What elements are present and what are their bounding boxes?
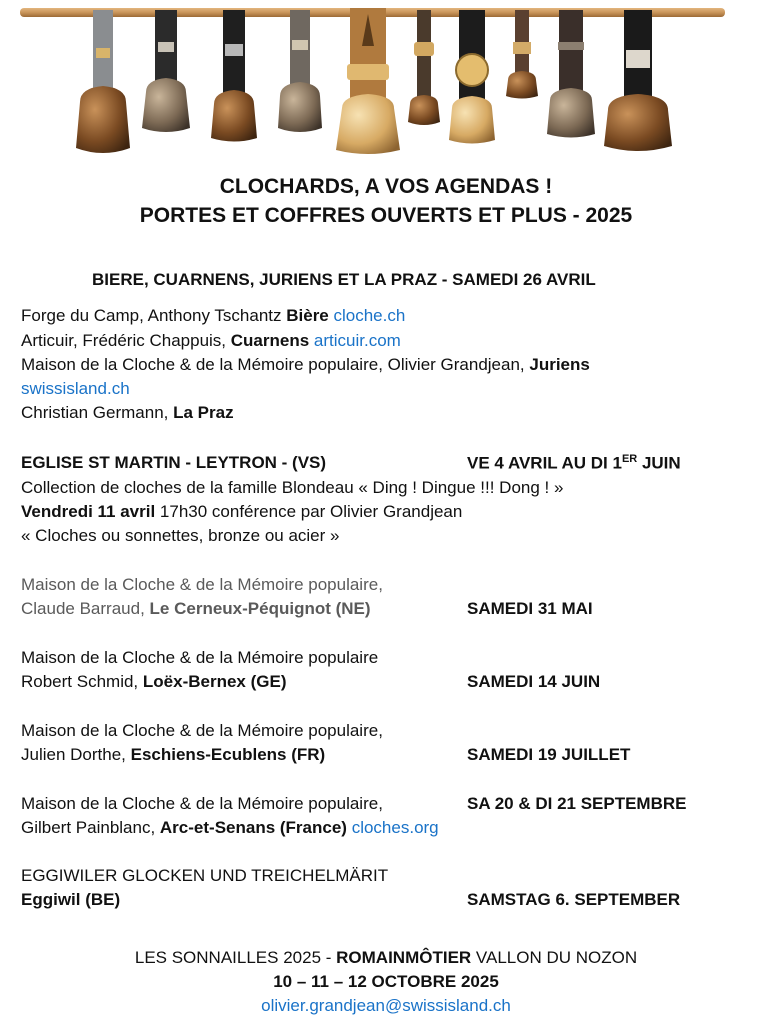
bell-2: [142, 10, 190, 132]
section7-date: SAMSTAG 6. SEPTEMBER: [467, 890, 681, 909]
section1-heading: BIERE, CUARNENS, JURIENS ET LA PRAZ - SAMEDI 26 AVRIL: [92, 270, 596, 289]
section4-line1: Maison de la Cloche & de la Mémoire populaire: [21, 648, 379, 667]
section3-line2: Claude Barraud, Le Cerneux-Péquignot (NE): [21, 599, 371, 618]
bell-1: [76, 10, 130, 153]
section3-line1: Maison de la Cloche & de la Mémoire populaire,: [21, 575, 383, 594]
section2-date: VE 4 AVRIL AU DI 1ER JUIN: [467, 453, 681, 473]
section2-line3: « Cloches ou sonnettes, bronze ou acier »: [21, 526, 340, 545]
bell-7: [449, 10, 495, 144]
section6-line2: Gilbert Painblanc, Arc-et-Senans (France) cloches.org: [21, 818, 439, 837]
section2-heading: EGLISE ST MARTIN - LEYTRON - (VS): [21, 453, 327, 472]
bell-8: [506, 10, 538, 99]
section4-line2: Robert Schmid, Loëx-Bernex (GE): [21, 672, 287, 691]
section1-line3: Maison de la Cloche & de la Mémoire populaire, Olivier Grandjean, Juriens: [21, 355, 590, 374]
page-title-line1: CLOCHARDS, A VOS AGENDAS !: [219, 175, 553, 198]
section5-date: SAMEDI 19 JUILLET: [467, 745, 631, 764]
section1-line2: Articuir, Frédéric Chappuis, Cuarnens articuir.com: [21, 331, 401, 350]
section7-line1: EGGIWILER GLOCKEN UND TREICHELMÄRIT: [21, 866, 389, 885]
section4-date: SAMEDI 14 JUIN: [467, 672, 601, 691]
section1-line4: Christian Germann, La Praz: [21, 403, 234, 422]
section2-line1: Collection de cloches de la famille Blondeau « Ding ! Dingue !!! Dong ! »: [21, 478, 564, 497]
footer-dates: 10 – 11 – 12 OCTOBRE 2025: [273, 972, 499, 991]
section3-date: SAMEDI 31 MAI: [467, 599, 593, 618]
page-title-line2: PORTES ET COFFRES OUVERTS ET PLUS - 2025: [139, 204, 633, 227]
section5-line2: Julien Dorthe, Eschiens-Ecublens (FR): [21, 745, 326, 764]
cloche-link[interactable]: cloche.ch: [333, 306, 406, 325]
section6-date: SA 20 & DI 21 SEPTEMBRE: [467, 794, 687, 813]
bell-10: [604, 10, 672, 151]
bell-9: [547, 10, 595, 138]
cloches-org-link[interactable]: cloches.org: [351, 818, 439, 837]
section2-line2: Vendredi 11 avril 17h30 conférence par Olivier Grandjean: [21, 502, 463, 521]
section7-place: Eggiwil (BE): [21, 890, 121, 909]
contact-email-link[interactable]: olivier.grandjean@swissisland.ch: [261, 996, 511, 1015]
footer-line1: LES SONNAILLES 2025 - ROMAINMÔTIER VALLON DU NOZON: [134, 948, 638, 967]
section1-line1: Forge du Camp, Anthony Tschantz Bière cloche.ch: [21, 306, 406, 325]
articuir-link[interactable]: articuir.com: [313, 331, 401, 350]
bell-5: [336, 8, 400, 154]
bells-illustration: [0, 0, 772, 165]
bell-6: [408, 10, 440, 125]
bell-3: [211, 10, 257, 142]
section6-line1: Maison de la Cloche & de la Mémoire populaire,: [21, 794, 383, 813]
bell-4: [278, 10, 322, 132]
swissisland-link[interactable]: swissisland.ch: [21, 379, 130, 398]
section5-line1: Maison de la Cloche & de la Mémoire populaire,: [21, 721, 383, 740]
